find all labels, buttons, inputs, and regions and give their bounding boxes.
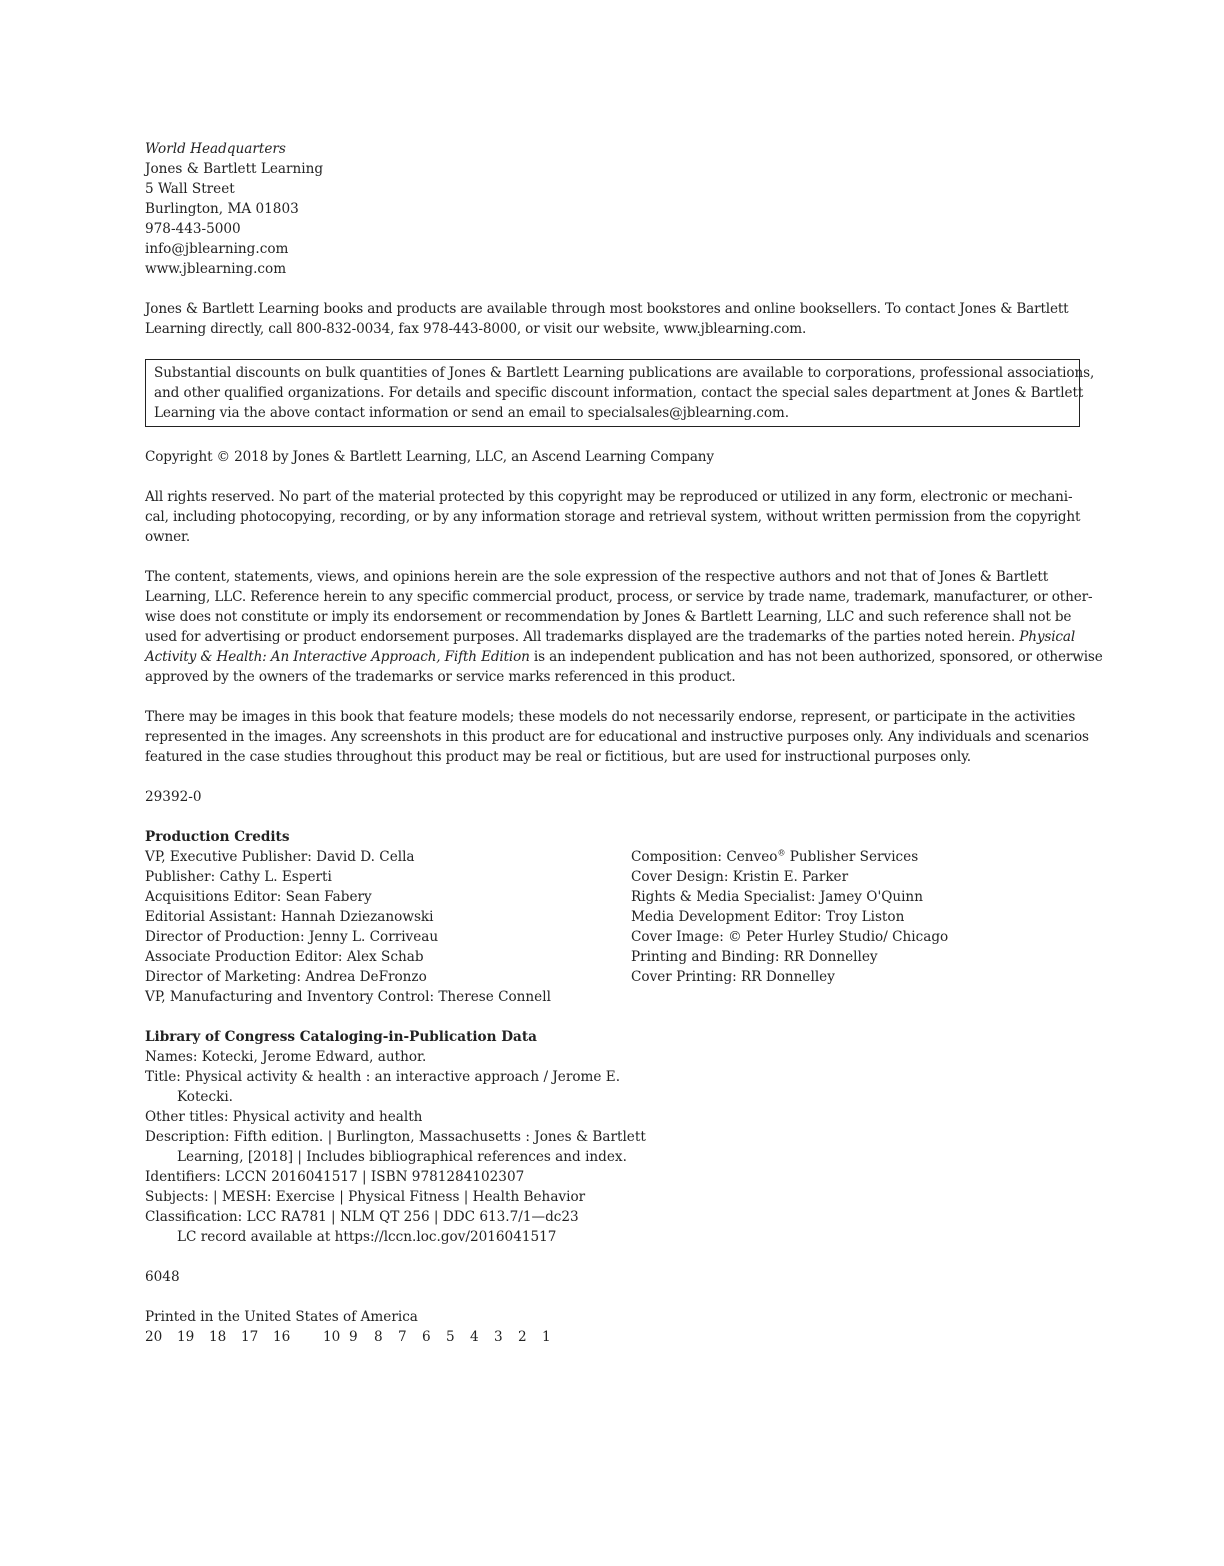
cataloging-line: Names: Kotecki, Jerome Edward, author. <box>145 1049 427 1065</box>
credit-text: Composition: Cenveo <box>631 849 778 865</box>
credit-line: Editorial Assistant: Hannah Dziezanowski <box>145 909 434 925</box>
printing-number: 10 <box>323 1329 341 1345</box>
printing-number: 9 <box>349 1329 358 1345</box>
paragraph-line: owner. <box>145 529 191 545</box>
credit-line <box>631 847 1071 867</box>
headquarters-label: World Headquarters <box>145 141 286 157</box>
printing-number: 4 <box>470 1329 479 1345</box>
printing-number: 20 <box>145 1329 163 1345</box>
headquarters-line: Jones & Bartlett Learning <box>145 161 324 177</box>
credit-line: Cover Image: © Peter Hurley Studio/ Chicago <box>631 929 949 945</box>
headquarters-line: Burlington, MA 01803 <box>145 201 299 217</box>
credit-line: VP, Manufacturing and Inventory Control: Therese Connell <box>145 989 551 1005</box>
production-credits-heading: Production Credits <box>145 829 290 845</box>
headquarters-line: 978-443-5000 <box>145 221 241 237</box>
credit-line: Cover Printing: RR Donnelley <box>631 969 835 985</box>
credit-line: Acquisitions Editor: Sean Fabery <box>145 889 372 905</box>
paragraph-text: used for advertising or product endorsement purposes. All trademarks displayed are the trademarks of the parties noted herein. <box>145 629 1020 645</box>
credit-line: VP, Executive Publisher: David D. Cella <box>145 849 415 865</box>
headquarters-website: www.jblearning.com <box>145 261 287 277</box>
production-credits-left-column <box>145 827 631 1007</box>
paragraph-line: All rights reserved. No part of the material protected by this copyright may be reproduced or utilized in any form, electronic or mechani- <box>145 489 1073 505</box>
production-credits-right-column <box>631 827 1071 1007</box>
rights-paragraph <box>145 487 1080 547</box>
credit-line: Printing and Binding: RR Donnelley <box>631 949 878 965</box>
book-title-italic: Activity & Health: An Interactive Approach, Fifth Edition <box>145 649 530 665</box>
cataloging-line: Classification: LCC RA781 | NLM QT 256 | DDC 613.7/1—dc23 <box>145 1209 579 1225</box>
printing-number: 5 <box>446 1329 455 1345</box>
copyright-notice <box>145 447 1080 467</box>
product-code-text: 29392-0 <box>145 789 202 805</box>
paragraph-line: represented in the images. Any screenshots in this product are for educational and instructive purposes only. Any individuals and scenarios <box>145 729 1089 745</box>
credit-line: Rights & Media Specialist: Jamey O'Quinn <box>631 889 923 905</box>
printing-number: 16 <box>273 1329 291 1345</box>
cataloging-line: Kotecki. <box>177 1089 234 1105</box>
print-code <box>145 1267 1080 1287</box>
print-code-text: 6048 <box>145 1269 180 1285</box>
printing-number: 3 <box>494 1329 503 1345</box>
printing-number: 19 <box>177 1329 195 1345</box>
cataloging-line: Other titles: Physical activity and health <box>145 1109 423 1125</box>
credit-line: Associate Production Editor: Alex Schab <box>145 949 424 965</box>
availability-paragraph <box>145 299 1080 339</box>
cataloging-line: Learning, [2018] | Includes bibliographical references and index. <box>177 1149 627 1165</box>
book-title-italic: Physical <box>1019 629 1076 645</box>
paragraph-line: wise does not constitute or imply its endorsement or recommendation by Jones & Bartlett Learning, LLC and such reference shall not be <box>145 609 1072 625</box>
printing-number: 17 <box>241 1329 259 1345</box>
cataloging-line: Identifiers: LCCN 2016041517 | ISBN 9781284102307 <box>145 1169 525 1185</box>
headquarters-email: info@jblearning.com <box>145 241 289 257</box>
credit-line: Media Development Editor: Troy Liston <box>631 909 905 925</box>
printing-number-line <box>145 1327 1080 1347</box>
printing-number: 2 <box>518 1329 527 1345</box>
credit-line: Director of Production: Jenny L. Corriveau <box>145 929 439 945</box>
printing-number: 6 <box>422 1329 431 1345</box>
notice-line: Learning via the above contact information or send an email to specialsales@jblearning.com. <box>154 405 789 421</box>
bulk-discount-notice-box <box>145 359 1095 427</box>
cataloging-line: Subjects: | MESH: Exercise | Physical Fitness | Health Behavior <box>145 1189 586 1205</box>
credit-line: Director of Marketing: Andrea DeFronzo <box>145 969 427 985</box>
credit-line: Publisher: Cathy L. Esperti <box>145 869 332 885</box>
cataloging-heading: Library of Congress Cataloging-in-Publication Data <box>145 1029 537 1045</box>
cataloging-data <box>145 1027 1080 1247</box>
product-code <box>145 787 1080 807</box>
paragraph-line: Learning directly, call 800-832-0034, fax 978-443-8000, or visit our website, www.jblearning.com. <box>145 321 807 337</box>
paragraph-line <box>145 647 1103 667</box>
paragraph-text: is an independent publication and has not been authorized, sponsored, or otherwise <box>529 649 1103 665</box>
paragraph-line: Learning, LLC. Reference herein to any specific commercial product, process, or service by trade name, trademark, manufacturer, or other- <box>145 589 1093 605</box>
printing-number: 1 <box>542 1329 551 1345</box>
copyright-line: Copyright © 2018 by Jones & Bartlett Learning, LLC, an Ascend Learning Company <box>145 449 714 465</box>
printing-number: 8 <box>374 1329 383 1345</box>
production-credits <box>145 827 1080 1007</box>
credit-text: Publisher Services <box>785 849 919 865</box>
printing-info <box>145 1307 1080 1347</box>
cataloging-line: LC record available at https://lccn.loc.gov/2016041517 <box>177 1229 557 1245</box>
paragraph-line <box>145 627 1080 647</box>
paragraph-line: The content, statements, views, and opinions herein are the sole expression of the respective authors and not that of Jones & Bartlett <box>145 569 1049 585</box>
headquarters-block <box>145 139 1080 279</box>
paragraph-line: Jones & Bartlett Learning books and products are available through most bookstores and online booksellers. To contact Jones & Bartlett <box>145 301 1069 317</box>
headquarters-line: 5 Wall Street <box>145 181 235 197</box>
registered-mark: ® <box>777 848 786 858</box>
notice-line: and other qualified organizations. For details and specific discount information, contact the special sales department at Jones & Bartlett <box>154 385 1084 401</box>
paragraph-line: There may be images in this book that feature models; these models do not necessarily endorse, represent, or participate in the activities <box>145 709 1076 725</box>
disclaimer-paragraph <box>145 567 1103 687</box>
paragraph-line: approved by the owners of the trademarks or service marks referenced in this product. <box>145 669 736 685</box>
paragraph-line: cal, including photocopying, recording, or by any information storage and retrieval system, without written permission from the copyright <box>145 509 1081 525</box>
page-content <box>145 139 1103 1347</box>
paragraph-line: featured in the case studies throughout this product may be real or fictitious, but are used for instructional purposes only. <box>145 749 971 765</box>
notice-line: Substantial discounts on bulk quantities of Jones & Bartlett Learning publications are available to corporations, professional associations, <box>154 365 1095 381</box>
models-paragraph <box>145 707 1089 767</box>
cataloging-line: Description: Fifth edition. | Burlington, Massachusetts : Jones & Bartlett <box>145 1129 646 1145</box>
printing-number: 18 <box>209 1329 227 1345</box>
printing-number: 7 <box>398 1329 407 1345</box>
cataloging-line: Title: Physical activity & health : an interactive approach / Jerome E. <box>145 1069 621 1085</box>
printed-in-line: Printed in the United States of America <box>145 1309 418 1325</box>
credit-line: Cover Design: Kristin E. Parker <box>631 869 849 885</box>
